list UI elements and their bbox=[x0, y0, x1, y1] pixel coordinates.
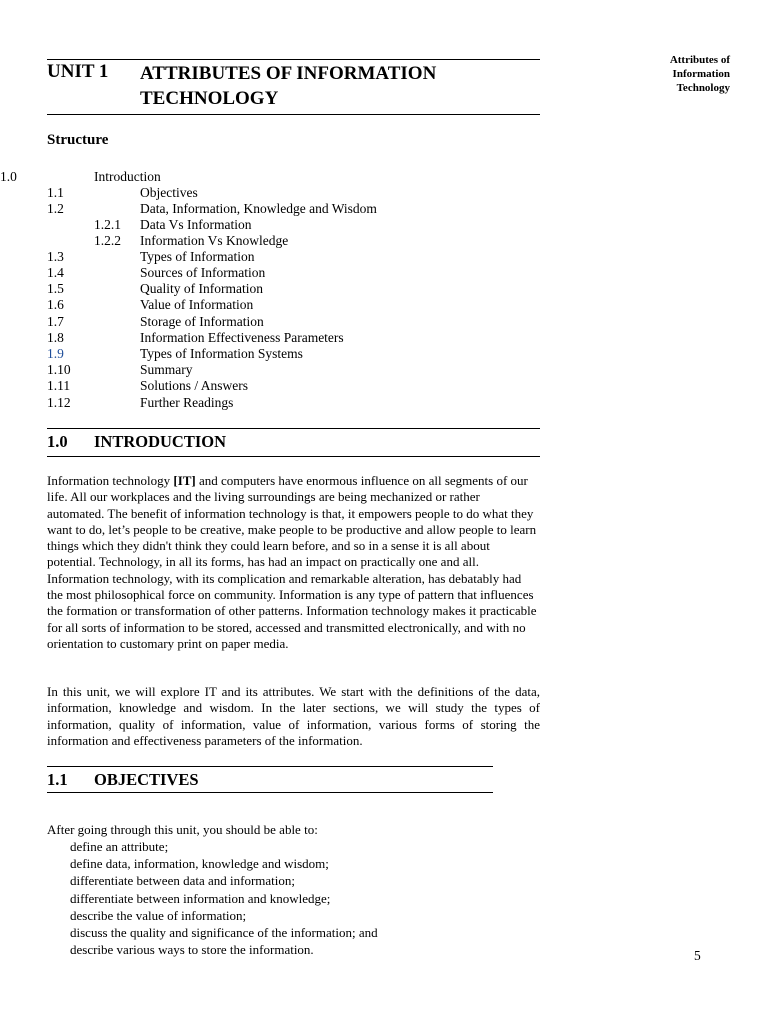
title-bottom-rule bbox=[47, 114, 540, 115]
section-top-rule bbox=[47, 766, 493, 767]
section-top-rule bbox=[47, 428, 540, 429]
toc-number: 1.10 bbox=[47, 362, 71, 377]
list-item: define data, information, knowledge and wisdom; bbox=[70, 856, 329, 872]
toc-number: 1.12 bbox=[47, 395, 71, 410]
title-top-rule bbox=[47, 59, 540, 60]
toc-number: 1.8 bbox=[47, 330, 64, 345]
section-bottom-rule bbox=[47, 456, 540, 457]
section-number: 1.0 bbox=[47, 432, 68, 451]
toc-title: Data, Information, Knowledge and Wisdom bbox=[140, 201, 377, 216]
page-number: 5 bbox=[694, 948, 701, 963]
toc-title: Objectives bbox=[140, 185, 198, 200]
list-item: differentiate between information and knowledge; bbox=[70, 890, 331, 906]
running-header-line: Attributes of bbox=[669, 54, 730, 66]
toc-number: 1.5 bbox=[47, 281, 64, 296]
toc-title: Types of Information bbox=[140, 249, 255, 264]
section-bottom-rule bbox=[47, 792, 493, 793]
list-item: describe the value of information; bbox=[70, 907, 247, 923]
running-header-line: Technology bbox=[676, 82, 730, 94]
toc-number: 1.1 bbox=[47, 185, 64, 200]
toc-number: 1.11 bbox=[47, 378, 71, 393]
toc-number: 1.4 bbox=[47, 265, 64, 280]
toc-title: Data Vs Information bbox=[140, 217, 252, 232]
section-title: INTRODUCTION bbox=[94, 432, 227, 451]
unit-title: ATTRIBUTES OF INFORMATION TECHNOLOGY bbox=[140, 63, 437, 109]
unit-number: UNIT 1 bbox=[47, 61, 109, 82]
list-item: define an attribute; bbox=[70, 839, 169, 854]
intro-text: Information technology bbox=[47, 473, 174, 488]
toc-title: Storage of Information bbox=[140, 314, 264, 329]
toc-title: Value of Information bbox=[140, 297, 254, 312]
objectives-intro: After going through this unit, you should be able to: bbox=[47, 822, 318, 837]
toc-title: Solutions / Answers bbox=[140, 378, 249, 393]
intro-text: and computers have enormous influence on all segments of our life. All our workplaces and the living surroundings are being mechanized or rather automated. The benefit of information technology is that, it empowers people to do what they want to do, let’s people to be creative, make people to be productive and allow people to learn things which they didn't think they could learn before, and so in a sense it is all about potential. Technology, in all its forms, has had an impact on practically one and all. Information technology, with its complication and remarkable alteration, has debatably had the most philosophical force on community. Information is any type of pattern that influences the formation or transformation of other patterns. Information technology makes it practicable for all sorts of information to be stored, accessed and transmitted electronically, and with no orientation to customary print on paper media. bbox=[47, 473, 537, 651]
intro-bold-term: [IT] bbox=[173, 473, 196, 488]
toc-title: Information Effectiveness Parameters bbox=[140, 330, 344, 345]
objectives-list bbox=[70, 838, 378, 958]
toc-number: 1.2.2 bbox=[94, 233, 121, 248]
list-item: describe various ways to store the information. bbox=[70, 942, 314, 958]
toc-number: 1.3 bbox=[47, 249, 64, 264]
toc-number: 1.0 bbox=[0, 169, 17, 184]
structure-heading: Structure bbox=[47, 132, 109, 148]
running-header-line: Information bbox=[672, 68, 730, 80]
intro-paragraph-2: In this unit, we will explore IT and its attributes. We start with the definitions of the data, information, knowledge and wisdom. In the later sections, we will study the types of information, quality of information, value of information, various forms of storing the information and effectiveness parameters of the information. bbox=[47, 684, 540, 748]
toc-title: Introduction bbox=[94, 169, 161, 184]
toc-number: 1.6 bbox=[47, 297, 64, 312]
section-title: OBJECTIVES bbox=[94, 770, 199, 789]
section-number: 1.1 bbox=[47, 770, 68, 789]
toc-title: Information Vs Knowledge bbox=[140, 233, 289, 248]
toc-title: Summary bbox=[140, 362, 193, 377]
toc-number: 1.2 bbox=[47, 201, 64, 216]
toc-number: 1.2.1 bbox=[94, 217, 121, 232]
intro-paragraph-1 bbox=[47, 473, 540, 652]
toc-title: Sources of Information bbox=[140, 265, 266, 280]
list-item: differentiate between data and information; bbox=[70, 873, 295, 889]
list-item: discuss the quality and significance of the information; and bbox=[70, 925, 378, 941]
running-header bbox=[620, 53, 730, 95]
toc-title: Further Readings bbox=[140, 395, 234, 410]
toc-title: Types of Information Systems bbox=[140, 346, 303, 361]
toc-number-link[interactable]: 1.9 bbox=[47, 346, 64, 361]
toc-number: 1.7 bbox=[47, 314, 64, 329]
toc-title: Quality of Information bbox=[140, 281, 263, 296]
